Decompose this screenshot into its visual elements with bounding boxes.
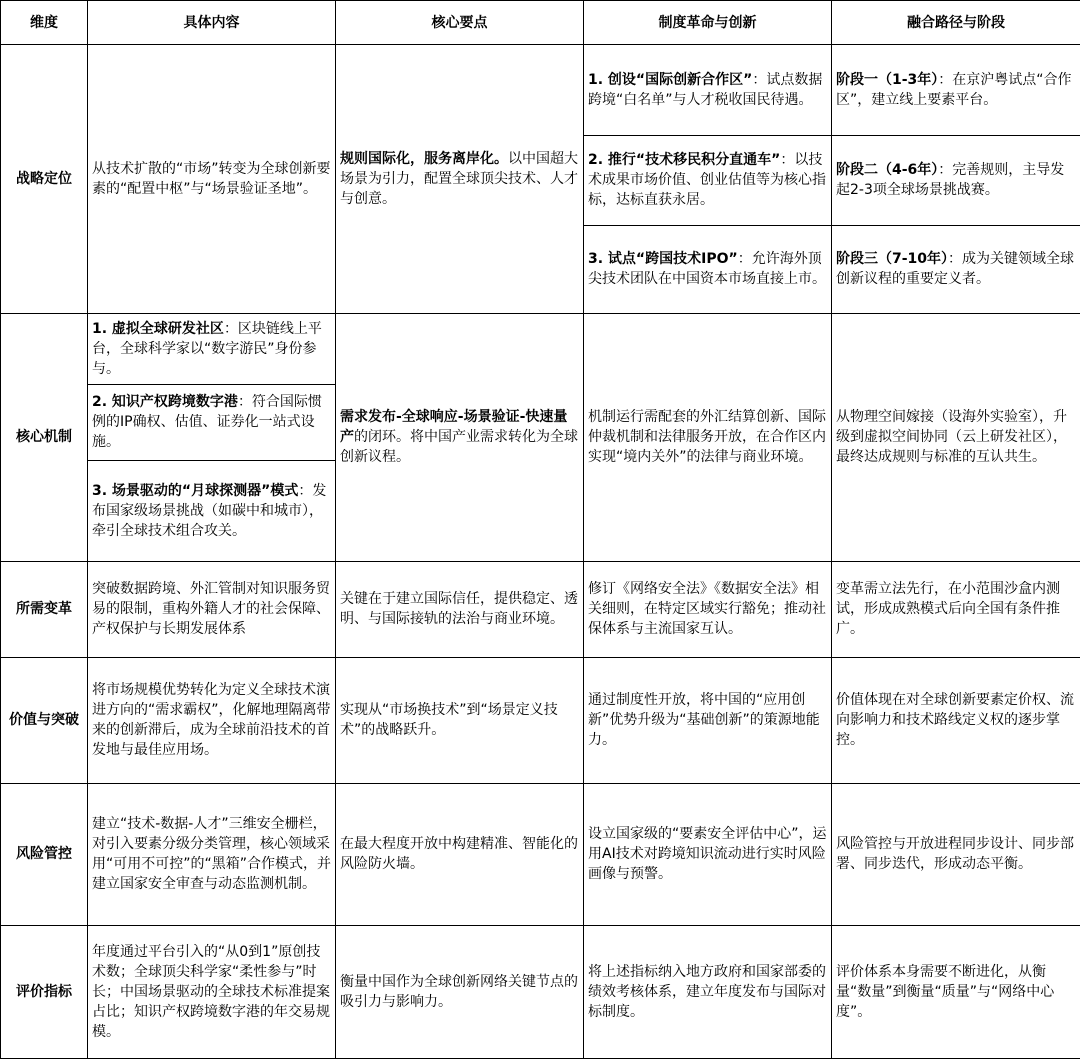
content-cell	[88, 385, 336, 461]
phase-title: 阶段二（4-6年）	[836, 162, 939, 179]
core-cell: 在最大程度开放中构建精准、智能化的风险防火墙。	[336, 783, 584, 925]
innovation-cell: 修订《网络安全法》《数据安全法》相关细则，在特定区域实行豁免；推动社保体系与主流国家互认。	[584, 561, 832, 658]
phase-cell: 从物理空间嫁接（设海外实验室），升级到虚拟空间协同（云上研发社区），最终达成规则与标准的互认共生。	[832, 314, 1080, 561]
phase-text: ：完善规则，主导发起2-3项全球场景挑战赛。	[836, 162, 1065, 199]
core-cell: 实现从“市场换技术”到“场景定义技术”的战略跃升。	[336, 658, 584, 783]
innovation-cell	[584, 225, 832, 314]
content-title: 1. 虚拟全球研发社区	[92, 321, 224, 338]
content-text: ：符合国际惯例的IP确权、估值、证券化一站式设施。	[92, 394, 322, 451]
innovation-cell: 机制运行需配套的外汇结算创新、国际仲裁机制和法律服务开放，在合作区内实现“境内关外”的法律与商业环境。	[584, 314, 832, 561]
phase-title: 阶段一（1-3年）	[836, 71, 939, 88]
content-title: 2. 知识产权跨境数字港	[92, 394, 238, 411]
phase-title: 阶段三（7-10年）	[836, 251, 949, 268]
innovation-cell: 通过制度性开放，将中国的“应用创新”优势升级为“基础创新”的策源地能力。	[584, 658, 832, 783]
innovation-cell: 将上述指标纳入地方政府和国家部委的绩效考核体系，建立年度发布与国际对标制度。	[584, 925, 832, 1058]
core-text: 的闭环。将中国产业需求转化为全球创新议程。	[340, 429, 578, 466]
phase-text: ：成为关键领域全球创新议程的重要定义者。	[836, 251, 1075, 288]
phase-cell: 价值体现在对全球创新要素定价权、流向影响力和技术路线定义权的逐步掌控。	[832, 658, 1080, 783]
core-bold-text: 需求发布-全球响应-场景验证-快速量产	[340, 409, 568, 446]
table-row	[1, 925, 1080, 1058]
dimension-cell: 评价指标	[1, 925, 88, 1058]
core-cell: 衡量中国作为全球创新网络关键节点的吸引力与影响力。	[336, 925, 584, 1058]
content-text: ：发布国家级场景挑战（如碳中和城市），牵引全球技术组合攻关。	[92, 482, 327, 539]
core-bold-text: 规则国际化，服务离岸化。	[340, 151, 508, 168]
phase-cell	[832, 225, 1080, 314]
phase-cell	[832, 135, 1080, 225]
innovation-text: ：以技术成果市场价值、创业估值等为核心指标，达标直获永居。	[588, 152, 826, 209]
content-cell: 将市场规模优势转化为定义全球技术演进方向的“需求霸权”，化解地理隔离带来的创新滞后，成为全球前沿技术的首发地与最佳应用场。	[88, 658, 336, 783]
content-cell: 突破数据跨境、外汇管制对知识服务贸易的限制，重构外籍人才的社会保障、产权保护与长期发展体系	[88, 561, 336, 658]
core-text: 以中国超大场景为引力，配置全球顶尖技术、人才与创意。	[340, 151, 578, 208]
phase-cell: 评价体系本身需要不断进化，从衡量“数量”到衡量“质量”与“网络中心度”。	[832, 925, 1080, 1058]
phase-cell: 变革需立法先行，在小范围沙盒内测试，形成成熟模式后向全国有条件推广。	[832, 561, 1080, 658]
dimension-cell: 价值与突破	[1, 658, 88, 783]
content-cell: 建立“技术-数据-人才”三维安全栅栏，对引入要素分级分类管理，核心领域采用“可用不可控”的“黑箱”合作模式，并建立国家安全审查与动态监测机制。	[88, 783, 336, 925]
header-core: 核心要点	[336, 1, 584, 45]
innovation-cell	[584, 135, 832, 225]
content-cell	[88, 460, 336, 561]
phase-cell: 风险管控与开放进程同步设计、同步部署、同步迭代，形成动态平衡。	[832, 783, 1080, 925]
innovation-cell	[584, 45, 832, 136]
header-row	[1, 1, 1080, 45]
core-cell	[336, 45, 584, 314]
innovation-cell: 设立国家级的“要素安全评估中心”，运用AI技术对跨境知识流动进行实时风险画像与预警。	[584, 783, 832, 925]
content-title: 3. 场景驱动的“月球探测器”模式	[92, 482, 299, 499]
phase-text: ：在京沪粤试点“合作区”，建立线上要素平台。	[836, 71, 1072, 108]
innovation-text: ：试点数据跨境“白名单”与人才税收国民待遇。	[588, 71, 823, 108]
innovation-text: ：允许海外顶尖技术团队在中国资本市场直接上市。	[588, 251, 826, 288]
dimension-cell: 战略定位	[1, 45, 88, 314]
table-row	[1, 783, 1080, 925]
dimension-cell: 所需变革	[1, 561, 88, 658]
innovation-title: 2. 推行“技术移民积分直通车”	[588, 152, 781, 169]
phase-cell	[832, 45, 1080, 136]
dimension-cell: 风险管控	[1, 783, 88, 925]
table-row	[1, 45, 1080, 136]
table-row	[1, 658, 1080, 783]
content-text: ：区块链线上平台，全球科学家以“数字游民”身份参与。	[92, 321, 322, 378]
header-phase: 融合路径与阶段	[832, 1, 1080, 45]
header-dimension: 维度	[1, 1, 88, 45]
table-row	[1, 314, 1080, 385]
table-row	[1, 561, 1080, 658]
content-cell: 从技术扩散的“市场”转变为全球创新要素的“配置中枢”与“场景验证圣地”。	[88, 45, 336, 314]
core-cell	[336, 314, 584, 561]
dimension-cell: 核心机制	[1, 314, 88, 561]
innovation-title: 3. 试点“跨国技术IPO”	[588, 251, 738, 268]
content-cell	[88, 314, 336, 385]
core-cell: 关键在于建立国际信任，提供稳定、透明、与国际接轨的法治与商业环境。	[336, 561, 584, 658]
header-content: 具体内容	[88, 1, 336, 45]
content-cell: 年度通过平台引入的“从0到1”原创技术数；全球顶尖科学家“柔性参与”时长；中国场景驱动的全球技术标准提案占比；知识产权跨境数字港的年交易规模。	[88, 925, 336, 1058]
innovation-title: 1. 创设“国际创新合作区”	[588, 71, 753, 88]
header-innovation: 制度革命与创新	[584, 1, 832, 45]
